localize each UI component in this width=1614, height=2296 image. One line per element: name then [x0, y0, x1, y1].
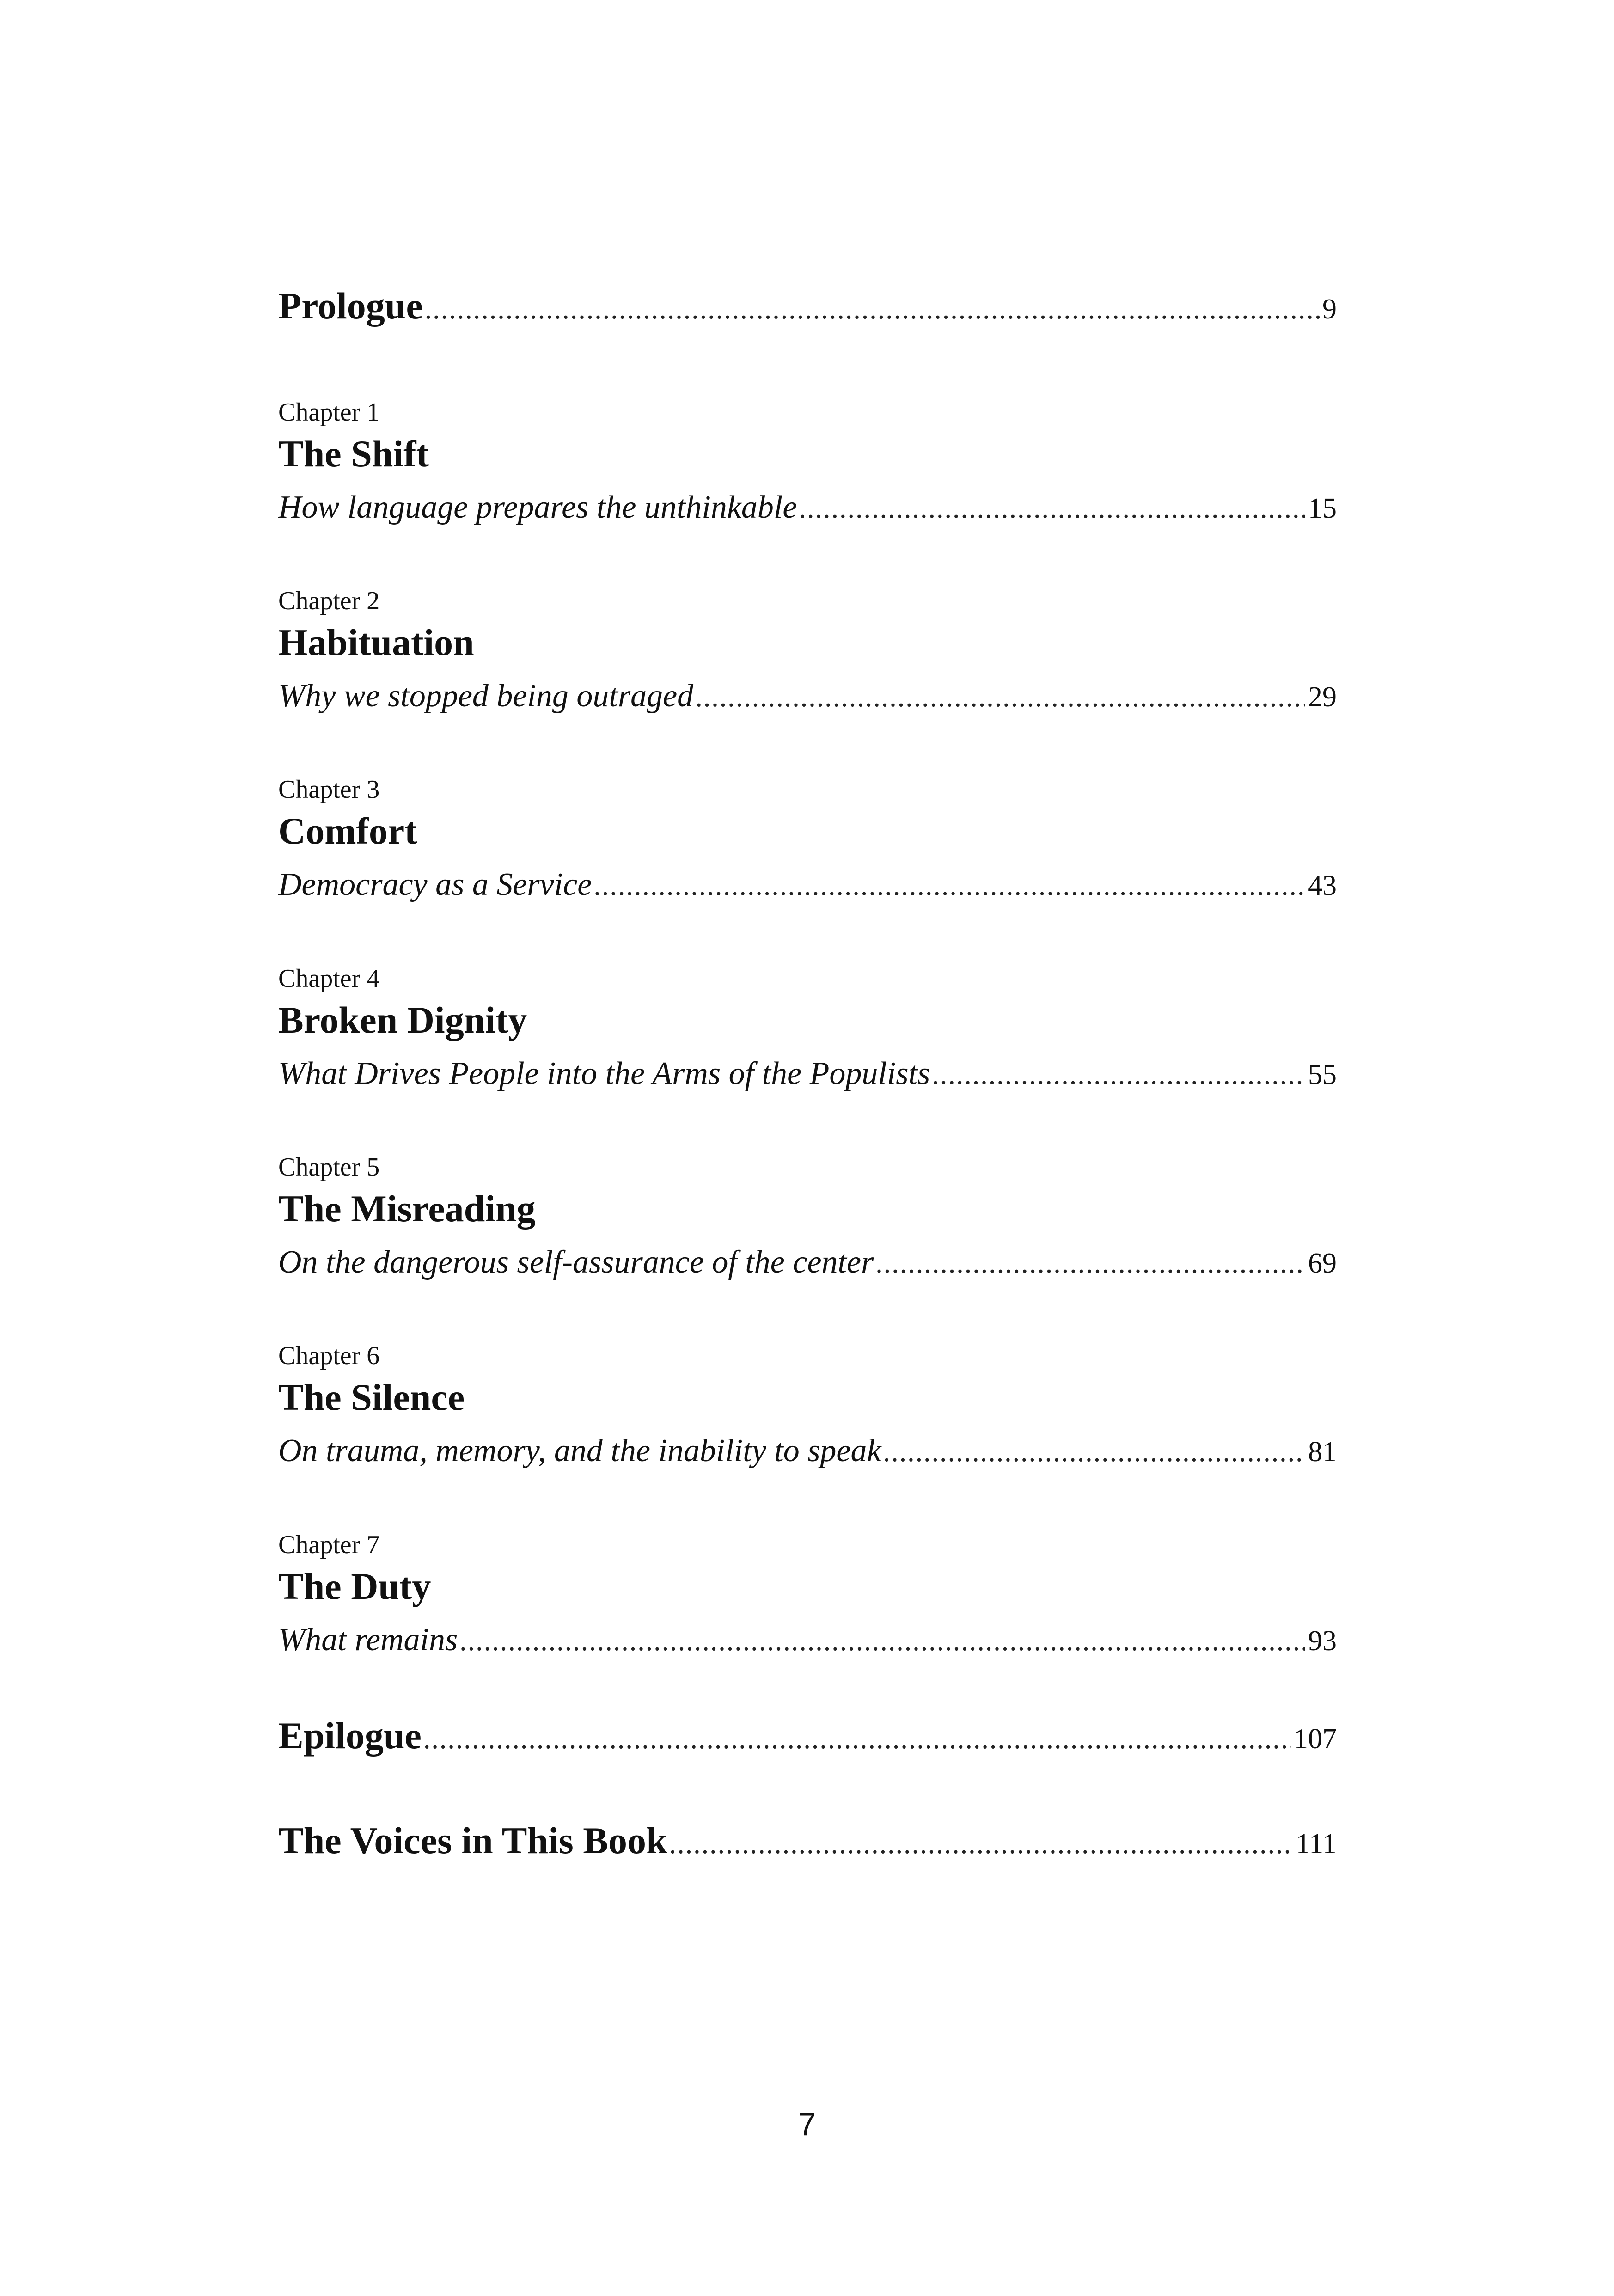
entry-title: Prologue	[278, 285, 423, 327]
toc-entry-chapter-6[interactable]	[278, 1433, 1337, 1469]
dot-leader	[932, 1059, 1305, 1091]
entry-page-number: 81	[1308, 1436, 1337, 1468]
entry-title: The Voices in This Book	[278, 1819, 667, 1861]
chapter-label: Chapter 6	[278, 1341, 380, 1370]
toc-entry-chapter-7[interactable]	[278, 1622, 1337, 1659]
entry-page-number: 93	[1308, 1625, 1337, 1657]
chapter-title: Broken Dignity	[278, 999, 527, 1041]
chapter-label: Chapter 1	[278, 398, 380, 427]
page-number: 7	[798, 2106, 816, 2142]
chapter-subtitle: How language prepares the unthinkable	[278, 490, 797, 525]
chapter-title: Comfort	[278, 810, 417, 852]
chapter-subtitle: On trauma, memory, and the inability to speak	[278, 1433, 881, 1469]
dot-leader	[425, 293, 1320, 326]
toc-entry-voices[interactable]	[278, 1819, 1337, 1862]
entry-page-number: 29	[1308, 681, 1337, 713]
chapter-title: Habituation	[278, 621, 474, 663]
entry-page-number: 69	[1308, 1248, 1337, 1279]
dot-leader	[459, 1625, 1305, 1658]
entry-page-number: 111	[1296, 1828, 1337, 1860]
dot-leader	[669, 1828, 1293, 1861]
chapter-label: Chapter 7	[278, 1531, 380, 1559]
chapter-subtitle: Why we stopped being outraged	[278, 678, 694, 714]
dot-leader	[423, 1723, 1291, 1756]
toc-entry-chapter-2[interactable]	[278, 678, 1337, 715]
entry-page-number: 55	[1308, 1059, 1337, 1090]
chapter-title: The Duty	[278, 1565, 431, 1607]
chapter-title: The Silence	[278, 1376, 465, 1418]
chapter-title: The Shift	[278, 433, 429, 475]
chapter-subtitle: What remains	[278, 1622, 458, 1658]
entry-page-number: 107	[1294, 1723, 1337, 1755]
toc-entry-chapter-3[interactable]	[278, 866, 1337, 903]
dot-leader	[875, 1247, 1305, 1280]
chapter-subtitle: What Drives People into the Arms of the Populists	[278, 1056, 930, 1091]
toc-entry-chapter-4[interactable]	[278, 1055, 1337, 1092]
chapter-subtitle: On the dangerous self-assurance of the center	[278, 1244, 874, 1280]
chapter-label: Chapter 4	[278, 964, 380, 993]
entry-page-number: 9	[1322, 294, 1337, 325]
dot-leader	[695, 681, 1305, 714]
chapter-subtitle: Democracy as a Service	[278, 867, 592, 902]
entry-title: Epilogue	[278, 1714, 422, 1757]
dot-leader	[593, 869, 1305, 902]
dot-leader	[883, 1436, 1305, 1469]
chapter-label: Chapter 3	[278, 775, 380, 804]
chapter-label: Chapter 5	[278, 1153, 380, 1182]
entry-page-number: 43	[1308, 870, 1337, 901]
entry-page-number: 15	[1308, 493, 1337, 524]
toc-entry-prologue[interactable]	[278, 284, 1337, 328]
chapter-label: Chapter 2	[278, 587, 380, 615]
dot-leader	[799, 492, 1305, 525]
chapter-title: The Misreading	[278, 1188, 536, 1230]
toc-entry-epilogue[interactable]	[278, 1714, 1337, 1757]
toc-entry-chapter-5[interactable]	[278, 1244, 1337, 1281]
toc-entry-chapter-1[interactable]	[278, 489, 1337, 526]
